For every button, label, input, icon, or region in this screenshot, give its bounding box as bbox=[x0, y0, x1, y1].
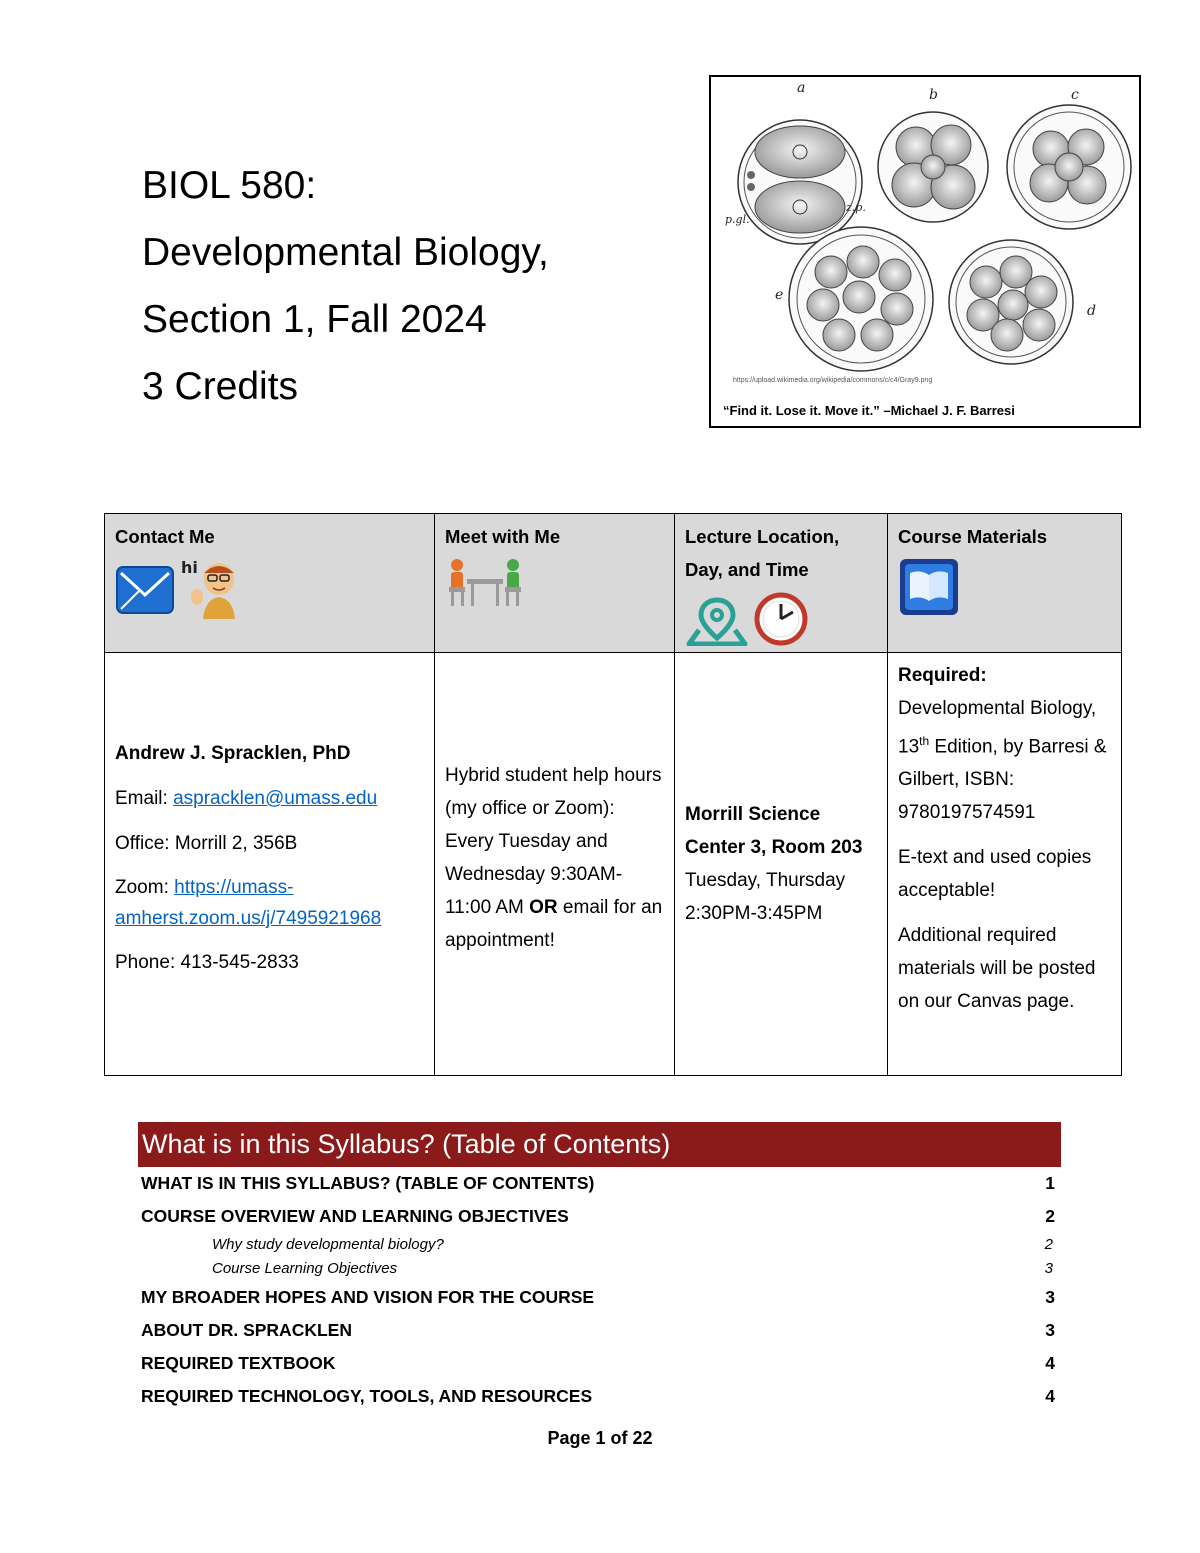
help-hours-text bbox=[445, 759, 664, 957]
book-icon bbox=[898, 557, 960, 617]
toc-header: What is in this Syllabus? (Table of Contents) bbox=[138, 1122, 1061, 1167]
course-code: BIOL 580: bbox=[142, 164, 317, 207]
toc-entry-page: 2 bbox=[1044, 1236, 1053, 1253]
toc-entry-page: 4 bbox=[1045, 1386, 1055, 1406]
figure-label-pgl: p.gl. bbox=[725, 213, 750, 226]
additional-materials-note: Additional required materials will be posted on our Canvas page. bbox=[898, 925, 1096, 1013]
toc-subentry[interactable] bbox=[141, 1260, 1059, 1284]
info-table-header-row bbox=[105, 514, 1122, 653]
toc-subentry[interactable] bbox=[141, 1236, 1059, 1260]
zoom-link-part2[interactable]: amherst.zoom.us/j/7495921968 bbox=[115, 908, 382, 929]
contact-phone: Phone: 413-545-2833 bbox=[115, 952, 299, 973]
meet-cell bbox=[435, 653, 675, 1076]
zoom-link-part1[interactable]: https://umass- bbox=[174, 877, 294, 898]
location-pin-icon bbox=[685, 596, 749, 646]
figure-label-zp: z.p. bbox=[846, 201, 866, 214]
lecture-time: 2:30PM-3:45PM bbox=[685, 903, 823, 924]
toc-entry-label: ABOUT DR. SPRACKLEN bbox=[141, 1320, 352, 1340]
toc-entry-page: 2 bbox=[1045, 1206, 1055, 1226]
embryo-cleavage-illustration bbox=[711, 77, 1139, 377]
meet-header-cell bbox=[435, 514, 675, 653]
toc-entry-page: 1 bbox=[1045, 1173, 1055, 1193]
table-of-contents bbox=[141, 1170, 1059, 1416]
textbook-edition-suffix: th bbox=[919, 734, 930, 748]
figure-label-e: e bbox=[775, 287, 784, 303]
figure-label-b: b bbox=[929, 87, 938, 103]
toc-entry-label: COURSE OVERVIEW AND LEARNING OBJECTIVES bbox=[141, 1206, 569, 1226]
waving-avatar-icon bbox=[179, 557, 243, 619]
toc-entry-label: MY BROADER HOPES AND VISION FOR THE COURSE bbox=[141, 1287, 595, 1307]
contact-office: Office: Morrill 2, 356B bbox=[115, 833, 298, 854]
mail-icon bbox=[115, 561, 175, 619]
toc-entry-label: WHAT IS IN THIS SYLLABUS? (TABLE OF CONTENTS) bbox=[141, 1173, 595, 1193]
course-info-table bbox=[104, 513, 1122, 1076]
embryo-e bbox=[789, 227, 933, 371]
info-table-body-row bbox=[105, 653, 1122, 1076]
toc-entry-page: 3 bbox=[1044, 1260, 1053, 1277]
toc-entry[interactable] bbox=[141, 1170, 1059, 1203]
toc-entry-page: 4 bbox=[1045, 1353, 1055, 1373]
toc-entry[interactable] bbox=[141, 1203, 1059, 1236]
embryo-figure bbox=[709, 75, 1141, 428]
lecture-cell bbox=[675, 653, 888, 1076]
toc-entry-label: REQUIRED TECHNOLOGY, TOOLS, AND RESOURCES bbox=[141, 1386, 593, 1406]
clock-icon bbox=[753, 592, 809, 646]
textbook-info bbox=[898, 692, 1111, 829]
course-credits: 3 Credits bbox=[142, 365, 299, 408]
svg-text:hi: hi bbox=[181, 558, 198, 577]
embryo-c bbox=[1007, 105, 1131, 229]
instructor-name: Andrew J. Spracklen, PhD bbox=[115, 743, 351, 764]
figure-label-d: d bbox=[1087, 303, 1096, 319]
toc-entry[interactable] bbox=[141, 1284, 1059, 1317]
toc-entry-page: 3 bbox=[1045, 1320, 1055, 1340]
lecture-location: Morrill Science Center 3, Room 203 bbox=[685, 804, 863, 858]
toc-entry-label: Why study developmental biology? bbox=[212, 1236, 444, 1253]
page-title bbox=[142, 152, 702, 420]
toc-entry-page: 3 bbox=[1045, 1287, 1055, 1307]
embryo-d bbox=[949, 240, 1073, 364]
required-label: Required: bbox=[898, 665, 987, 686]
help-hours-or: OR bbox=[529, 897, 558, 918]
etext-note: E-text and used copies acceptable! bbox=[898, 847, 1092, 902]
embryo-a bbox=[738, 120, 862, 244]
contact-email-line bbox=[115, 782, 424, 815]
materials-header-cell bbox=[888, 514, 1122, 653]
contact-header: Contact Me bbox=[115, 526, 215, 547]
help-hours-email: email for an appointment! bbox=[445, 897, 663, 951]
contact-zoom-line bbox=[115, 872, 424, 934]
lecture-header-line2: Day, and Time bbox=[685, 559, 809, 580]
toc-entry-label: Course Learning Objectives bbox=[212, 1260, 398, 1277]
course-name: Developmental Biology, bbox=[142, 231, 549, 274]
materials-cell bbox=[888, 653, 1122, 1076]
figure-quote: “Find it. Lose it. Move it.” –Michael J. F. Barresi bbox=[723, 403, 1015, 418]
zoom-label: Zoom: bbox=[115, 877, 175, 898]
help-hours-main: Hybrid student help hours (my office or Zoom): Every Tuesday and Wednesday 9:30AM-11:00 AM bbox=[445, 765, 662, 918]
lecture-header-cell bbox=[675, 514, 888, 653]
embryo-b bbox=[878, 112, 988, 222]
lecture-header-line1: Lecture Location, bbox=[685, 526, 840, 547]
textbook-details: Edition, by Barresi & Gilbert, ISBN: 9780197574591 bbox=[898, 736, 1107, 824]
lecture-days: Tuesday, Thursday bbox=[685, 870, 846, 891]
figure-label-c: c bbox=[1071, 87, 1079, 103]
email-label: Email: bbox=[115, 788, 174, 809]
toc-entry[interactable] bbox=[141, 1350, 1059, 1383]
toc-entry[interactable] bbox=[141, 1317, 1059, 1350]
textbook-title: Developmental Biology, 13 bbox=[898, 698, 1097, 758]
figure-label-a: a bbox=[797, 80, 806, 96]
materials-header: Course Materials bbox=[898, 526, 1048, 547]
toc-entry-label: REQUIRED TEXTBOOK bbox=[141, 1353, 336, 1373]
toc-entry[interactable] bbox=[141, 1383, 1059, 1416]
contact-cell bbox=[105, 653, 435, 1076]
course-section: Section 1, Fall 2024 bbox=[142, 298, 487, 341]
contact-header-cell bbox=[105, 514, 435, 653]
page-number: Page 1 of 22 bbox=[547, 1428, 653, 1448]
email-link[interactable]: aspracklen@umass.edu bbox=[173, 788, 378, 809]
meet-header: Meet with Me bbox=[445, 526, 561, 547]
figure-source-url: https://upload.wikimedia.org/wikipedia/commons/c/c4/Gray9.png bbox=[733, 377, 933, 384]
meeting-icon bbox=[445, 557, 525, 607]
